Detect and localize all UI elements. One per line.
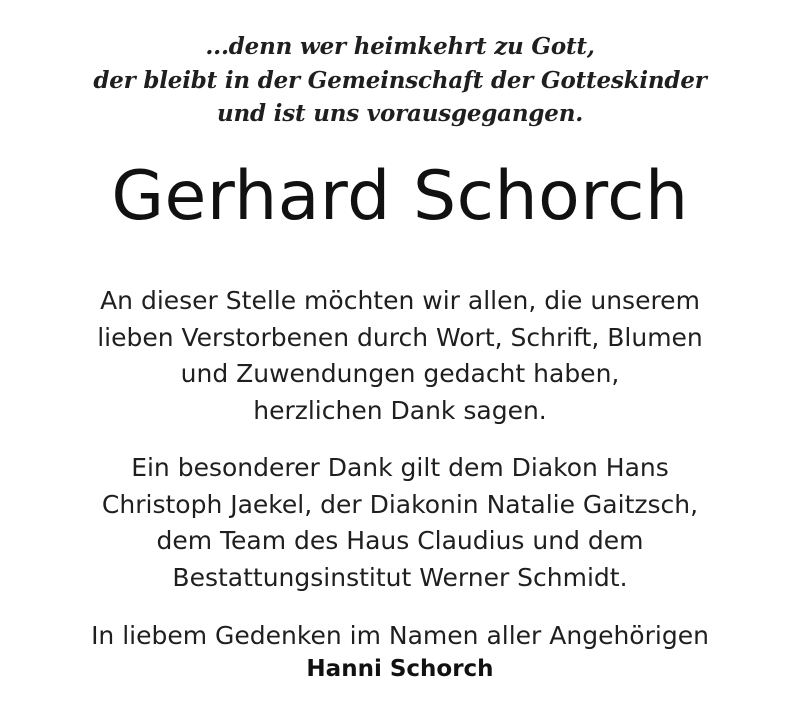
motto-line: ...denn wer heimkehrt zu Gott, xyxy=(205,33,595,60)
signature-name: Hanni Schorch xyxy=(306,656,494,682)
special-thanks-line: dem Team des Haus Claudius und dem xyxy=(156,526,644,555)
motto-line: und ist uns vorausgegangen. xyxy=(216,100,584,127)
special-thanks-line: Christoph Jaekel, der Diakonin Natalie Gaitzsch, xyxy=(101,489,699,519)
closing-line xyxy=(0,618,800,655)
special-thanks-paragraph xyxy=(0,450,800,596)
motto-line: der bleibt in der Gemeinschaft der Gotteskinder xyxy=(93,66,707,94)
special-thanks-line: Ein besonderer Dank gilt dem Diakon Hans xyxy=(131,453,669,482)
deceased-name: Gerhard Schorch xyxy=(111,157,689,236)
thanks-line: und Zuwendungen gedacht haben, xyxy=(180,359,620,388)
thanks-line: lieben Verstorbenen durch Wort, Schrift, Blumen xyxy=(97,322,703,352)
special-thanks-line: Bestattungsinstitut Werner Schmidt. xyxy=(172,562,628,592)
motto-verse xyxy=(0,30,800,131)
thanks-line: herzlichen Dank sagen. xyxy=(253,395,547,425)
thanks-paragraph xyxy=(0,283,800,429)
thanks-line: An dieser Stelle möchten wir allen, die unserem xyxy=(100,286,700,315)
closing-text: In liebem Gedenken im Namen aller Angehörigen xyxy=(91,621,709,650)
